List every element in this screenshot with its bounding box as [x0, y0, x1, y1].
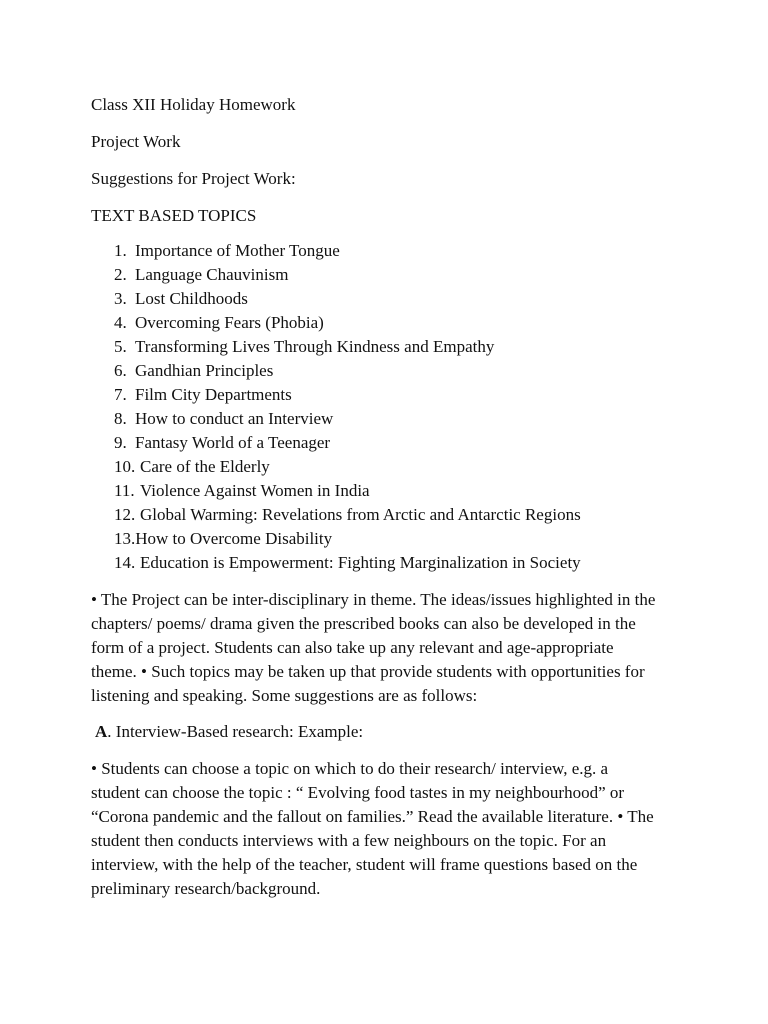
- list-item-text: How to Overcome Disability: [135, 529, 333, 548]
- list-item-number: 4.: [114, 313, 127, 332]
- topics-list: [114, 240, 581, 576]
- list-item-number: 11.: [114, 481, 135, 500]
- paragraph-project-description: [91, 588, 691, 708]
- list-item-text: Film City Departments: [135, 385, 292, 404]
- list-item-number: 10.: [114, 457, 136, 476]
- list-item-text: Care of the Elderly: [140, 457, 270, 476]
- list-item: [114, 432, 581, 456]
- list-item-number: 3.: [114, 289, 127, 308]
- paragraph-line: student then conducts interviews with a few neighbours on the topic. For an: [91, 831, 607, 850]
- paragraph-line: • The Project can be inter-disciplinary in theme. The ideas/issues highlighted in the: [91, 590, 656, 609]
- list-item-number: 1.: [114, 241, 127, 260]
- list-item-text: Fantasy World of a Teenager: [135, 433, 331, 452]
- list-item: [114, 360, 581, 384]
- list-item: [114, 456, 581, 480]
- list-item-number: 2.: [114, 265, 127, 284]
- section-heading: TEXT BASED TOPICS: [91, 206, 257, 225]
- list-item-number: 6.: [114, 361, 127, 380]
- paragraph-line: form of a project. Students can also take up any relevant and age-appropriate: [91, 638, 614, 657]
- list-item-number: 14.: [114, 553, 136, 572]
- list-item: [114, 240, 581, 264]
- paragraph-line: “Corona pandemic and the fallout on families.” Read the available literature. • The: [91, 807, 654, 826]
- list-item-number: 8.: [114, 409, 127, 428]
- document-title: Class XII Holiday Homework: [91, 95, 296, 114]
- list-item: [114, 408, 581, 432]
- list-item-text: Violence Against Women in India: [140, 481, 370, 500]
- list-item-text: Gandhian Principles: [135, 361, 274, 380]
- paragraph-line: preliminary research/background.: [91, 879, 321, 898]
- suggestions-heading: Suggestions for Project Work:: [91, 169, 296, 188]
- list-item: [114, 336, 581, 360]
- paragraph-line: chapters/ poems/ drama given the prescribed books can also be developed in the: [91, 614, 636, 633]
- subsection-title: . Interview-Based research: Example:: [107, 722, 364, 741]
- list-item: [114, 384, 581, 408]
- list-item: [114, 264, 581, 288]
- list-item: [114, 312, 581, 336]
- list-item-number: 9.: [114, 433, 127, 452]
- list-item-text: Transforming Lives Through Kindness and Empathy: [135, 337, 495, 356]
- list-item-number: 13.: [114, 529, 136, 548]
- subsection-letter: A: [95, 722, 108, 741]
- list-item-text: Global Warming: Revelations from Arctic and Antarctic Regions: [140, 505, 581, 524]
- list-item-number: 12.: [114, 505, 136, 524]
- paragraph-line: student can choose the topic : “ Evolving food tastes in my neighbourhood” or: [91, 783, 625, 802]
- subsection-heading: [95, 721, 363, 743]
- list-item: [114, 504, 581, 528]
- paragraph-line: • Students can choose a topic on which to do their research/ interview, e.g. a: [91, 759, 609, 778]
- list-item-text: Importance of Mother Tongue: [135, 241, 340, 260]
- list-item-number: 5.: [114, 337, 127, 356]
- list-item: [114, 288, 581, 312]
- paragraph-line: listening and speaking. Some suggestions are as follows:: [91, 686, 478, 705]
- document-subtitle: Project Work: [91, 132, 181, 151]
- list-item: [114, 528, 581, 552]
- list-item-text: Education is Empowerment: Fighting Marginalization in Society: [140, 553, 581, 572]
- list-item: [114, 552, 581, 576]
- paragraph-line: interview, with the help of the teacher, student will frame questions based on the: [91, 855, 638, 874]
- list-item-text: Overcoming Fears (Phobia): [135, 313, 324, 332]
- list-item-text: Lost Childhoods: [135, 289, 248, 308]
- list-item: [114, 480, 581, 504]
- list-item-text: Language Chauvinism: [135, 265, 289, 284]
- paragraph-interview-example: [91, 757, 691, 901]
- list-item-text: How to conduct an Interview: [135, 409, 334, 428]
- list-item-number: 7.: [114, 385, 127, 404]
- paragraph-line: theme. • Such topics may be taken up that provide students with opportunities for: [91, 662, 645, 681]
